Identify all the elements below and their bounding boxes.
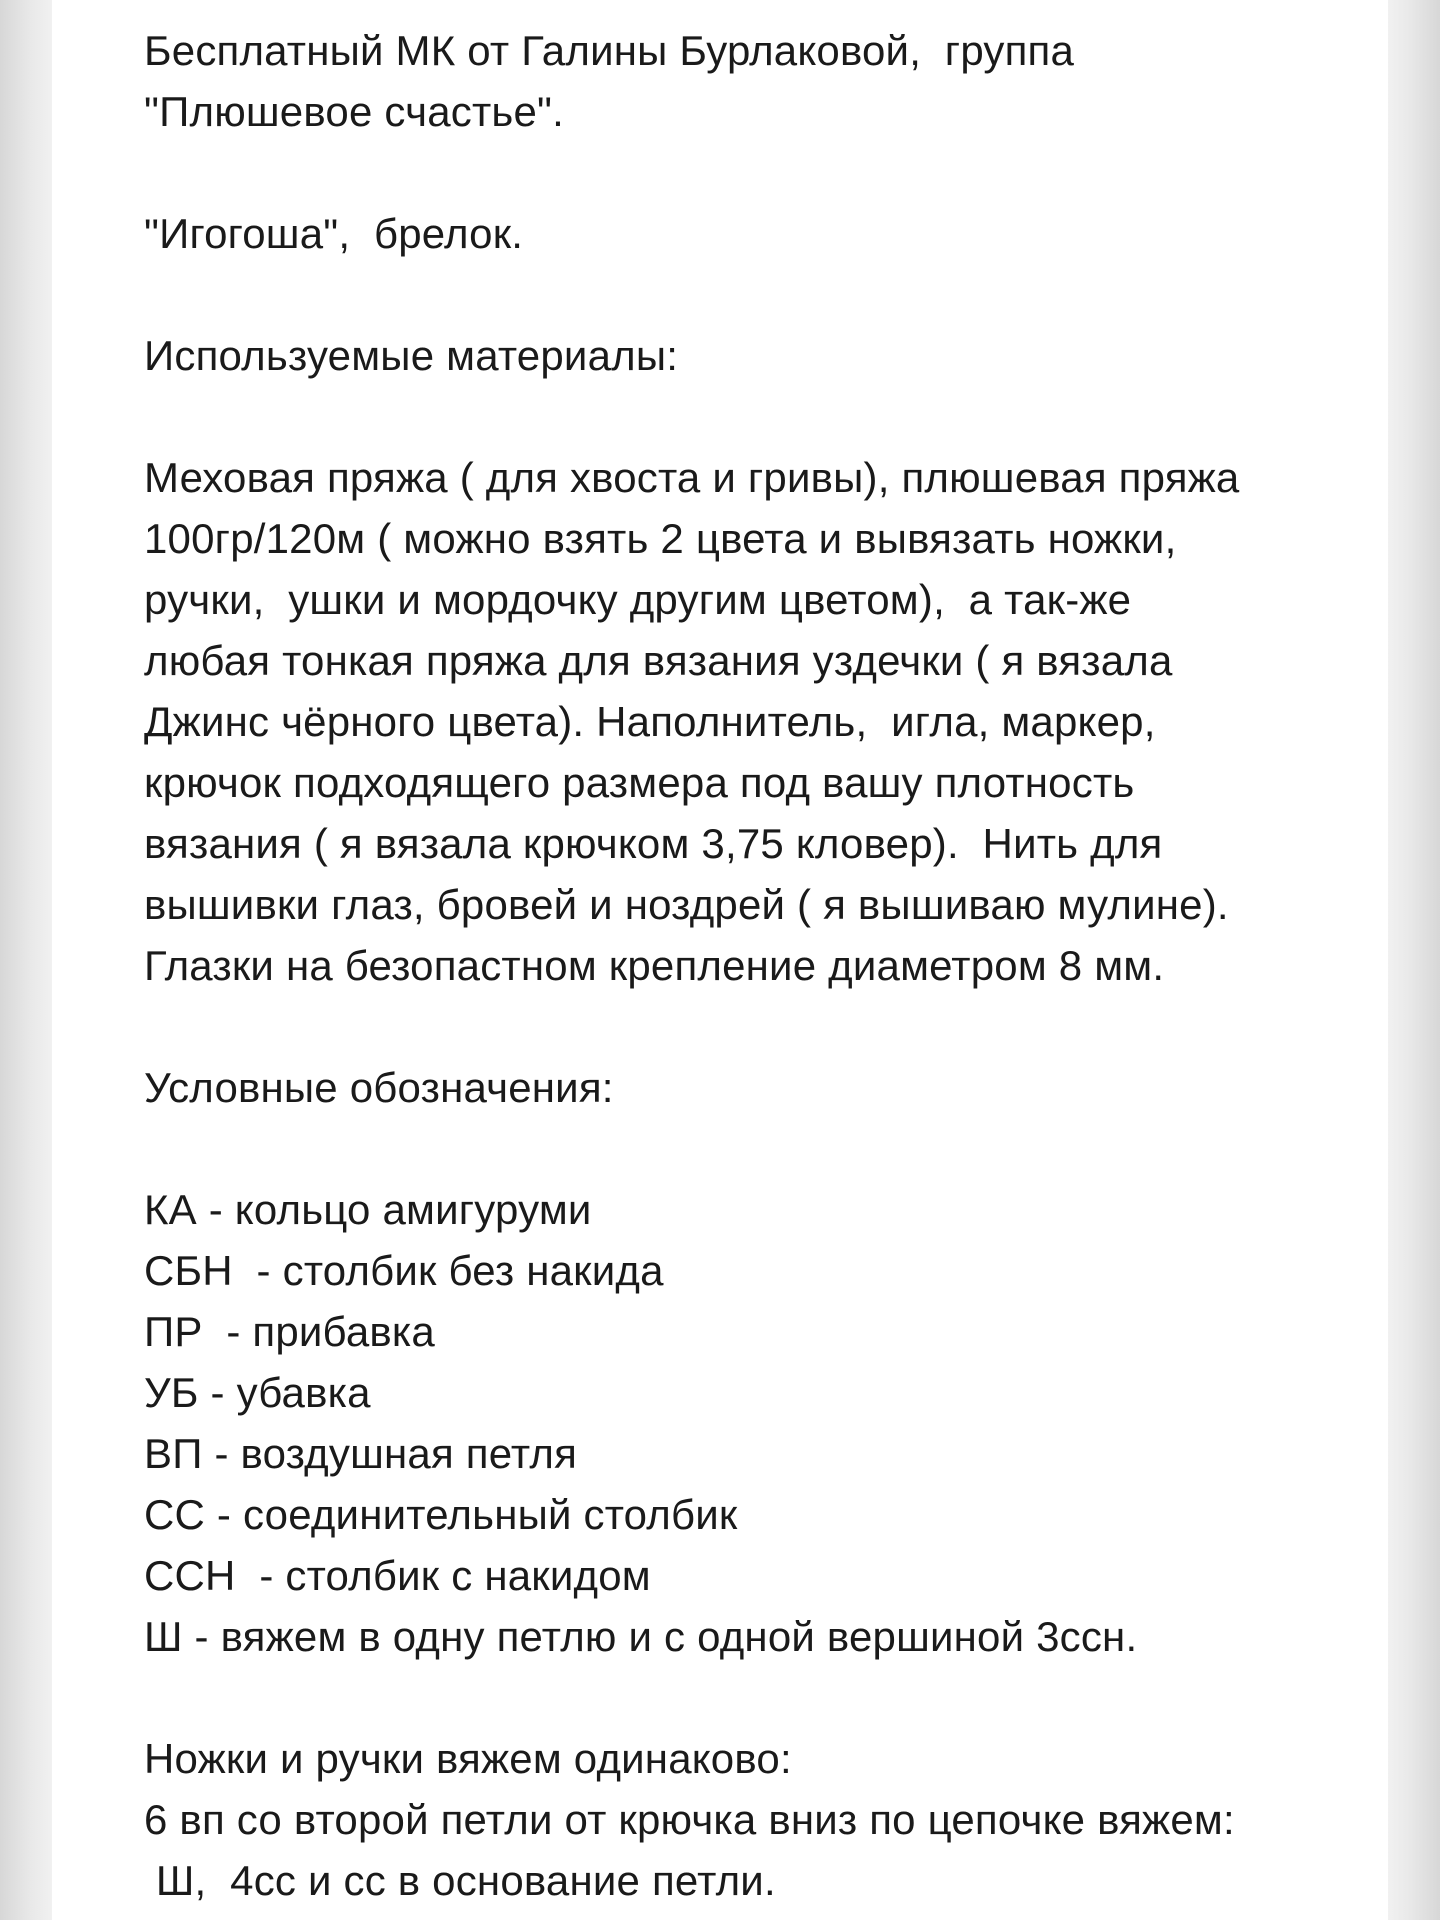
intro-line-2: "Плюшевое счастье". — [144, 88, 565, 135]
blank-line — [144, 264, 1404, 325]
intro-line-1: Бесплатный МК от Галины Бурлаковой, группа — [144, 27, 1075, 74]
materials-line-4: любая тонкая пряжа для вязания уздечки ( я вязала — [144, 637, 1173, 684]
materials-line-2: 100гр/120м ( можно взять 2 цвета и вывязать ножки, — [144, 515, 1177, 562]
legend-item: СБН - столбик без накида — [144, 1247, 664, 1294]
legend-item: СС - соединительный столбик — [144, 1491, 738, 1538]
blank-line — [144, 142, 1404, 203]
blank-line — [144, 1667, 1404, 1728]
pattern-title: "Игогоша", брелок. — [144, 210, 524, 257]
document-text[interactable] — [144, 20, 1404, 1911]
materials-line-1: Меховая пряжа ( для хвоста и гривы), плюшевая пряжа — [144, 454, 1240, 501]
materials-line-8: вышивки глаз, бровей и ноздрей ( я вышиваю мулине). — [144, 881, 1229, 928]
materials-line-5: Джинс чёрного цвета). Наполнитель, игла, маркер, — [144, 698, 1156, 745]
legs-heading: Ножки и ручки вяжем одинаково: — [144, 1735, 792, 1782]
left-margin-shade — [0, 0, 52, 1920]
legend-item: ССН - столбик с накидом — [144, 1552, 651, 1599]
materials-line-7: вязания ( я вязала крючком 3,75 кловер). Нить для — [144, 820, 1163, 867]
legs-line-1: 6 вп со второй петли от крючка вниз по цепочке вяжем: — [144, 1796, 1235, 1843]
document-page — [52, 0, 1388, 1920]
blank-line — [144, 996, 1404, 1057]
legs-line-2: Ш, 4сс и сс в основание петли. — [144, 1857, 776, 1904]
legend-item: УБ - убавка — [144, 1369, 371, 1416]
materials-line-3: ручки, ушки и мордочку другим цветом), а так-же — [144, 576, 1132, 623]
materials-heading: Используемые материалы: — [144, 332, 679, 379]
materials-line-9: Глазки на безопастном крепление диаметром 8 мм. — [144, 942, 1165, 989]
legend-item: КА - кольцо амигуруми — [144, 1186, 592, 1233]
legend-item: Ш - вяжем в одну петлю и с одной вершиной 3ссн. — [144, 1613, 1138, 1660]
legend-item: ВП - воздушная петля — [144, 1430, 578, 1477]
legend-heading: Условные обозначения: — [144, 1064, 614, 1111]
blank-line — [144, 386, 1404, 447]
legend-item: ПР - прибавка — [144, 1308, 435, 1355]
materials-line-6: крючок подходящего размера под вашу плотность — [144, 759, 1135, 806]
blank-line — [144, 1118, 1404, 1179]
